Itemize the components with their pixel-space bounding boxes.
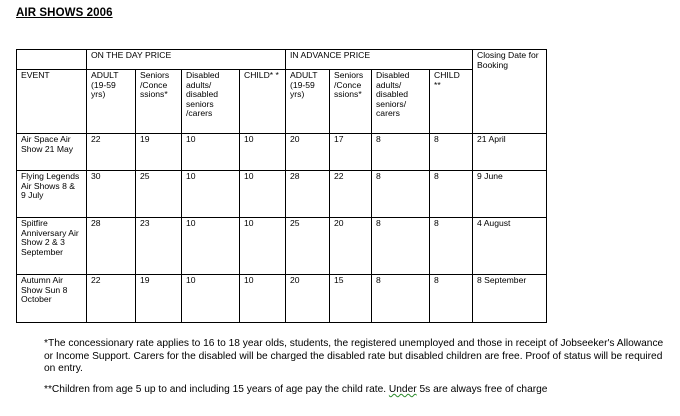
adv-child-header: CHILD ** xyxy=(430,70,473,134)
day-disabled-cell: 10 xyxy=(182,275,240,323)
footnotes xyxy=(44,338,674,396)
adv-disabled-cell: 8 xyxy=(372,218,430,275)
event-date: 21 May xyxy=(44,143,74,154)
adv-child-cell: 8 xyxy=(430,275,473,323)
concession-footnote: *The concessionary rate applies to 16 to 18 year olds, students, the registered unemployed and those in receipt of Jobseeker's Allowance or Income Support. Carers for the disabled will be charged the disabled rate but disabled children are free. Proof of status will be required on entry. xyxy=(44,338,664,375)
event-name: Autumn Air Show xyxy=(21,275,64,295)
day-adult-cell: 28 xyxy=(87,218,136,275)
day-adult-cell: 22 xyxy=(87,275,136,323)
adv-child-cell: 8 xyxy=(430,218,473,275)
day-seniors-header: Seniors /Conce ssions* xyxy=(136,70,182,134)
prices-table xyxy=(16,49,547,323)
day-seniors-cell: 23 xyxy=(136,218,182,275)
event-date: Sun 8 October xyxy=(21,284,68,305)
day-child-cell: 10 xyxy=(240,275,286,323)
day-seniors-cell: 19 xyxy=(136,275,182,323)
adv-disabled-cell: 8 xyxy=(372,134,430,171)
day-disabled-cell: 10 xyxy=(182,134,240,171)
adv-adult-cell: 20 xyxy=(286,134,330,171)
event-date: 2 & 3 September xyxy=(21,237,65,257)
adv-child-cell: 8 xyxy=(430,134,473,171)
closing-date-cell: 8 September xyxy=(473,275,547,323)
closing-date-cell: 4 August xyxy=(473,218,547,275)
adv-seniors-header: Seniors /Conce ssions* xyxy=(330,70,372,134)
adv-adult-cell: 25 xyxy=(286,218,330,275)
on-the-day-header: ON THE DAY PRICE xyxy=(87,50,286,70)
day-disabled-cell: 10 xyxy=(182,171,240,218)
adv-adult-cell: 28 xyxy=(286,171,330,218)
event-name: Air Space Air Show xyxy=(21,134,71,154)
day-adult-header: ADULT (19-59 yrs) xyxy=(87,70,136,134)
children-footnote-text: **Children from age 5 up to and including 15 years of age pay the child rate. xyxy=(44,383,389,395)
adv-disabled-header: Disabled adults/ disabled seniors/ carers xyxy=(372,70,430,134)
day-disabled-cell: 10 xyxy=(182,218,240,275)
day-adult-cell: 22 xyxy=(87,134,136,171)
day-child-cell: 10 xyxy=(240,134,286,171)
day-seniors-cell: 25 xyxy=(136,171,182,218)
adv-seniors-cell: 17 xyxy=(330,134,372,171)
page-title: AIR SHOWS 2006 xyxy=(16,7,113,19)
day-adult-cell: 30 xyxy=(87,171,136,218)
adv-seniors-cell: 15 xyxy=(330,275,372,323)
event-name: Flying Legends Air Shows xyxy=(21,171,80,191)
event-header: EVENT xyxy=(17,70,87,134)
adv-disabled-cell: 8 xyxy=(372,275,430,323)
event-cell xyxy=(17,275,87,323)
children-footnote xyxy=(44,384,674,397)
header-blank-cell xyxy=(17,50,87,70)
closing-date-cell: 9 June xyxy=(473,171,547,218)
event-cell xyxy=(17,171,87,218)
adv-disabled-cell: 8 xyxy=(372,171,430,218)
adv-seniors-cell: 20 xyxy=(330,218,372,275)
event-name: Spitfire Anniversary Air Show xyxy=(21,218,79,248)
day-child-cell: 10 xyxy=(240,171,286,218)
table-row xyxy=(17,275,547,323)
table-column-header-row xyxy=(17,70,547,134)
spellcheck-word: Under xyxy=(388,383,417,395)
event-cell xyxy=(17,218,87,275)
in-advance-header: IN ADVANCE PRICE xyxy=(286,50,473,70)
event-date: 8 & 9 July xyxy=(21,180,75,201)
adv-adult-header: ADULT (19-59 yrs) xyxy=(286,70,330,134)
day-disabled-header: Disabled adults/ disabled seniors /carers xyxy=(182,70,240,134)
day-child-cell: 10 xyxy=(240,218,286,275)
children-footnote-tail: 5s are always free of charge xyxy=(416,383,548,395)
table-row xyxy=(17,134,547,171)
adv-child-cell: 8 xyxy=(430,171,473,218)
table-row xyxy=(17,218,547,275)
table-group-header-row xyxy=(17,50,547,70)
adv-adult-cell: 20 xyxy=(286,275,330,323)
event-cell xyxy=(17,134,87,171)
closing-date-header: Closing Date for Booking xyxy=(473,50,547,134)
adv-seniors-cell: 22 xyxy=(330,171,372,218)
day-seniors-cell: 19 xyxy=(136,134,182,171)
closing-date-cell: 21 April xyxy=(473,134,547,171)
table-row xyxy=(17,171,547,218)
day-child-header: CHILD* * xyxy=(240,70,286,134)
